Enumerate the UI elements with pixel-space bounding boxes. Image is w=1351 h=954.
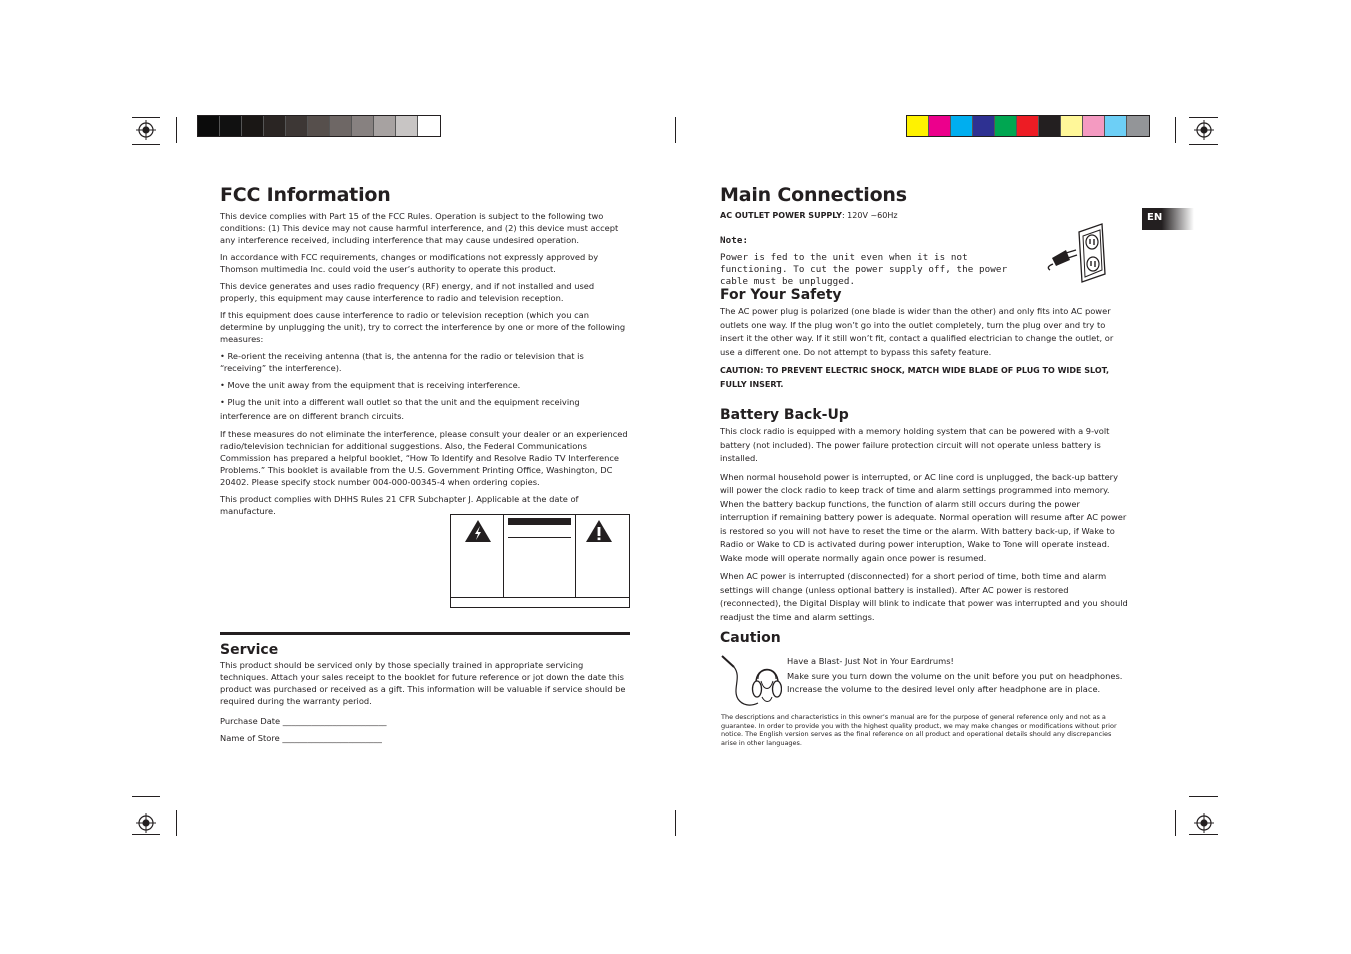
fcc-bullet: • Plug the unit into a different wall outlet so that the unit and the equipment receiving interference are on different branch circuits.	[220, 397, 580, 421]
caution-line-1: Have a Blast- Just Not in Your Eardrums!	[787, 656, 954, 666]
calibration-swatch	[907, 116, 929, 136]
safety-section	[720, 287, 1130, 391]
calibration-swatch	[951, 116, 973, 136]
calibration-swatch	[1083, 116, 1105, 136]
calibration-swatch	[264, 116, 286, 136]
calibration-swatch	[374, 116, 396, 136]
fcc-paragraph: This product complies with DHHS Rules 21 CFR Subchapter J. Applicable at the date of manufacture.	[220, 494, 579, 516]
caution-section	[720, 630, 1130, 646]
section-title-caution: Caution	[720, 630, 781, 646]
crop-mark	[132, 117, 160, 118]
registration-target-icon	[1194, 120, 1214, 140]
ac-power-line	[720, 211, 1130, 220]
crop-mark	[675, 117, 676, 143]
fcc-paragraph: If these measures do not eliminate the interference, please consult your dealer or an experienced radio/television technician for additional suggestions. Also, the Federal Communications Commission has prepared a helpful booklet, “How To Identify and Resolve Radio TV Interference Problems.” This booklet is available from the U.S. Government Printing Office, Washington, DC 20402. Please specify stock number 004-000-00345-4 when ordering copies.	[220, 429, 628, 487]
calibration-swatch	[1105, 116, 1127, 136]
crop-mark	[132, 834, 160, 835]
page-title: Main Connections	[720, 184, 907, 206]
calibration-swatch	[286, 116, 308, 136]
calibration-swatch	[1039, 116, 1061, 136]
note-colon: :	[742, 235, 749, 246]
calibration-swatch	[198, 116, 220, 136]
warning-header-bar	[508, 518, 571, 525]
caution-line-2: Make sure you turn down the volume on the unit before you put on headphones. Increase the volume to the desired level only after headphone are in place.	[787, 670, 1123, 694]
fcc-bullet: • Re-orient the receiving antenna (that is, the antenna for the radio or television that is “receiving” the interference).	[220, 351, 584, 373]
service-section	[220, 642, 632, 749]
crop-mark	[132, 796, 160, 797]
note-block	[720, 235, 1038, 288]
crop-mark	[176, 117, 177, 143]
fcc-bullet: • Move the unit away from the equipment that is receiving interference.	[220, 380, 521, 390]
language-tab-label: EN	[1147, 212, 1163, 223]
color-calibration-bar	[906, 115, 1150, 137]
exclamation-warning-icon	[585, 519, 613, 543]
calibration-swatch	[973, 116, 995, 136]
calibration-swatch	[220, 116, 242, 136]
calibration-swatch	[1127, 116, 1149, 136]
left-page	[220, 184, 632, 522]
grayscale-calibration-bar	[197, 115, 441, 137]
service-text: This product should be serviced only by those specially trained in appropriate servicing techniques. Attach your sales receipt to the booklet for future reference or jot down the date this product was purchased or received as a gift. This information will be valuable if service should be required during the warranty period.	[220, 660, 626, 706]
fcc-paragraph: This device complies with Part 15 of the FCC Rules. Operation is subject to the following two conditions: (1) This device may not cause harmful interference, and (2) this device must accept any interference received, including interference that may cause undesired operation.	[220, 211, 619, 245]
note-label: Note	[720, 235, 743, 246]
crop-mark	[1175, 810, 1176, 836]
fcc-paragraph: In accordance with FCC requirements, changes or modifications not expressly approved by Thomson multimedia Inc. could void the user’s authority to operate this product.	[220, 252, 599, 274]
calibration-swatch	[995, 116, 1017, 136]
calibration-swatch	[330, 116, 352, 136]
calibration-swatch	[242, 116, 264, 136]
battery-paragraph: This clock radio is equipped with a memory holding system that can be powered with a 9-volt battery (not included). The power failure protection circuit will not operate unless battery is installed.	[720, 426, 1110, 463]
purchase-date-field: Purchase Date _________________________	[220, 716, 387, 726]
calibration-swatch	[929, 116, 951, 136]
crop-mark	[176, 810, 177, 836]
registration-target-icon	[136, 813, 156, 833]
calibration-swatch	[1017, 116, 1039, 136]
section-title-service: Service	[220, 642, 279, 658]
crop-mark	[1175, 117, 1176, 143]
battery-paragraph: When normal household power is interrupted, or AC line cord is unplugged, the back-up battery will power the clock radio to keep track of time and alarm settings programmed into memory. When the battery backup functions, the function of alarm still occurs during the power interruption if remaining battery power is adequate. Normal operation will resume after AC power is restored so you will not have to reset the time or the alarm. With battery back-up, if Wake to Radio or Wake to CD is activated during power interuption, Wake to Tone will operate instead. Wake mode will operate normally again once power is resumed.	[720, 471, 1127, 563]
section-divider	[220, 632, 630, 635]
page-title: FCC Information	[220, 184, 391, 206]
ac-value: : 120V ~60Hz	[841, 211, 898, 220]
warning-label-box	[450, 514, 630, 608]
section-title-safety: For Your Safety	[720, 287, 842, 303]
safety-text: The AC power plug is polarized (one blade is wider than the other) and only fits into AC power outlets one way. If the plug won’t go into the outlet completely, turn the plug over and try to insert it the other way. If it still won’t fit, contact a qualified electrician to change the outlet, or use a different one. Do not attempt to bypass this safety feature.	[720, 306, 1114, 357]
calibration-swatch	[352, 116, 374, 136]
calibration-swatch	[418, 116, 440, 136]
calibration-swatch	[396, 116, 418, 136]
crop-mark	[1189, 796, 1218, 797]
electric-shock-warning-icon	[464, 519, 492, 543]
registration-target-icon	[136, 120, 156, 140]
calibration-swatch	[308, 116, 330, 136]
outlet-plug-illustration	[1044, 222, 1108, 286]
battery-section	[720, 407, 1130, 629]
fcc-paragraph: This device generates and uses radio frequency (RF) energy, and if not installed and used properly, this equipment may cause interference to radio and television reception.	[220, 281, 595, 303]
note-text: Power is fed to the unit even when it is not functioning. To cut the power supply off, the power cable must be unplugged.	[720, 252, 1008, 287]
crop-mark	[1189, 117, 1218, 118]
store-name-field: Name of Store ________________________	[220, 733, 382, 743]
safety-caution: CAUTION: TO PREVENT ELECTRIC SHOCK, MATCH WIDE BLADE OF PLUG TO WIDE SLOT, FULLY INSERT.	[720, 366, 1109, 389]
crop-mark	[1189, 144, 1218, 145]
ac-label: AC OUTLET POWER SUPPLY	[720, 211, 842, 220]
right-page	[720, 184, 1130, 220]
battery-paragraph: When AC power is interrupted (disconnected) for a short period of time, both time and alarm settings will change (unless optional battery is installed). After AC power is restored (reconnected), the Digital Display will blink to indicate that power was interrupted and you should readjust the time and alarm settings.	[720, 571, 1128, 622]
crop-mark	[1189, 834, 1218, 835]
caution-text-block	[787, 655, 1132, 697]
calibration-swatch	[1061, 116, 1083, 136]
registration-target-icon	[1194, 813, 1214, 833]
crop-mark	[132, 144, 160, 145]
headphones-icon	[720, 653, 782, 709]
language-tab	[1142, 208, 1194, 230]
fcc-paragraph: If this equipment does cause interference to radio or television reception (which you can determine by unplugging the unit), try to correct the interference by one or more of the following measures:	[220, 310, 626, 344]
crop-mark	[675, 810, 676, 836]
section-title-battery: Battery Back-Up	[720, 407, 849, 423]
disclaimer: The descriptions and characteristics in this owner’s manual are for the purpose of general reference only and not as a guarantee. In order to provide you with the highest quality product, we may make changes or modifications without prior notice. The English version serves as the final reference on all product and operational details should any discrepancies arise in other languages.	[721, 713, 1117, 747]
